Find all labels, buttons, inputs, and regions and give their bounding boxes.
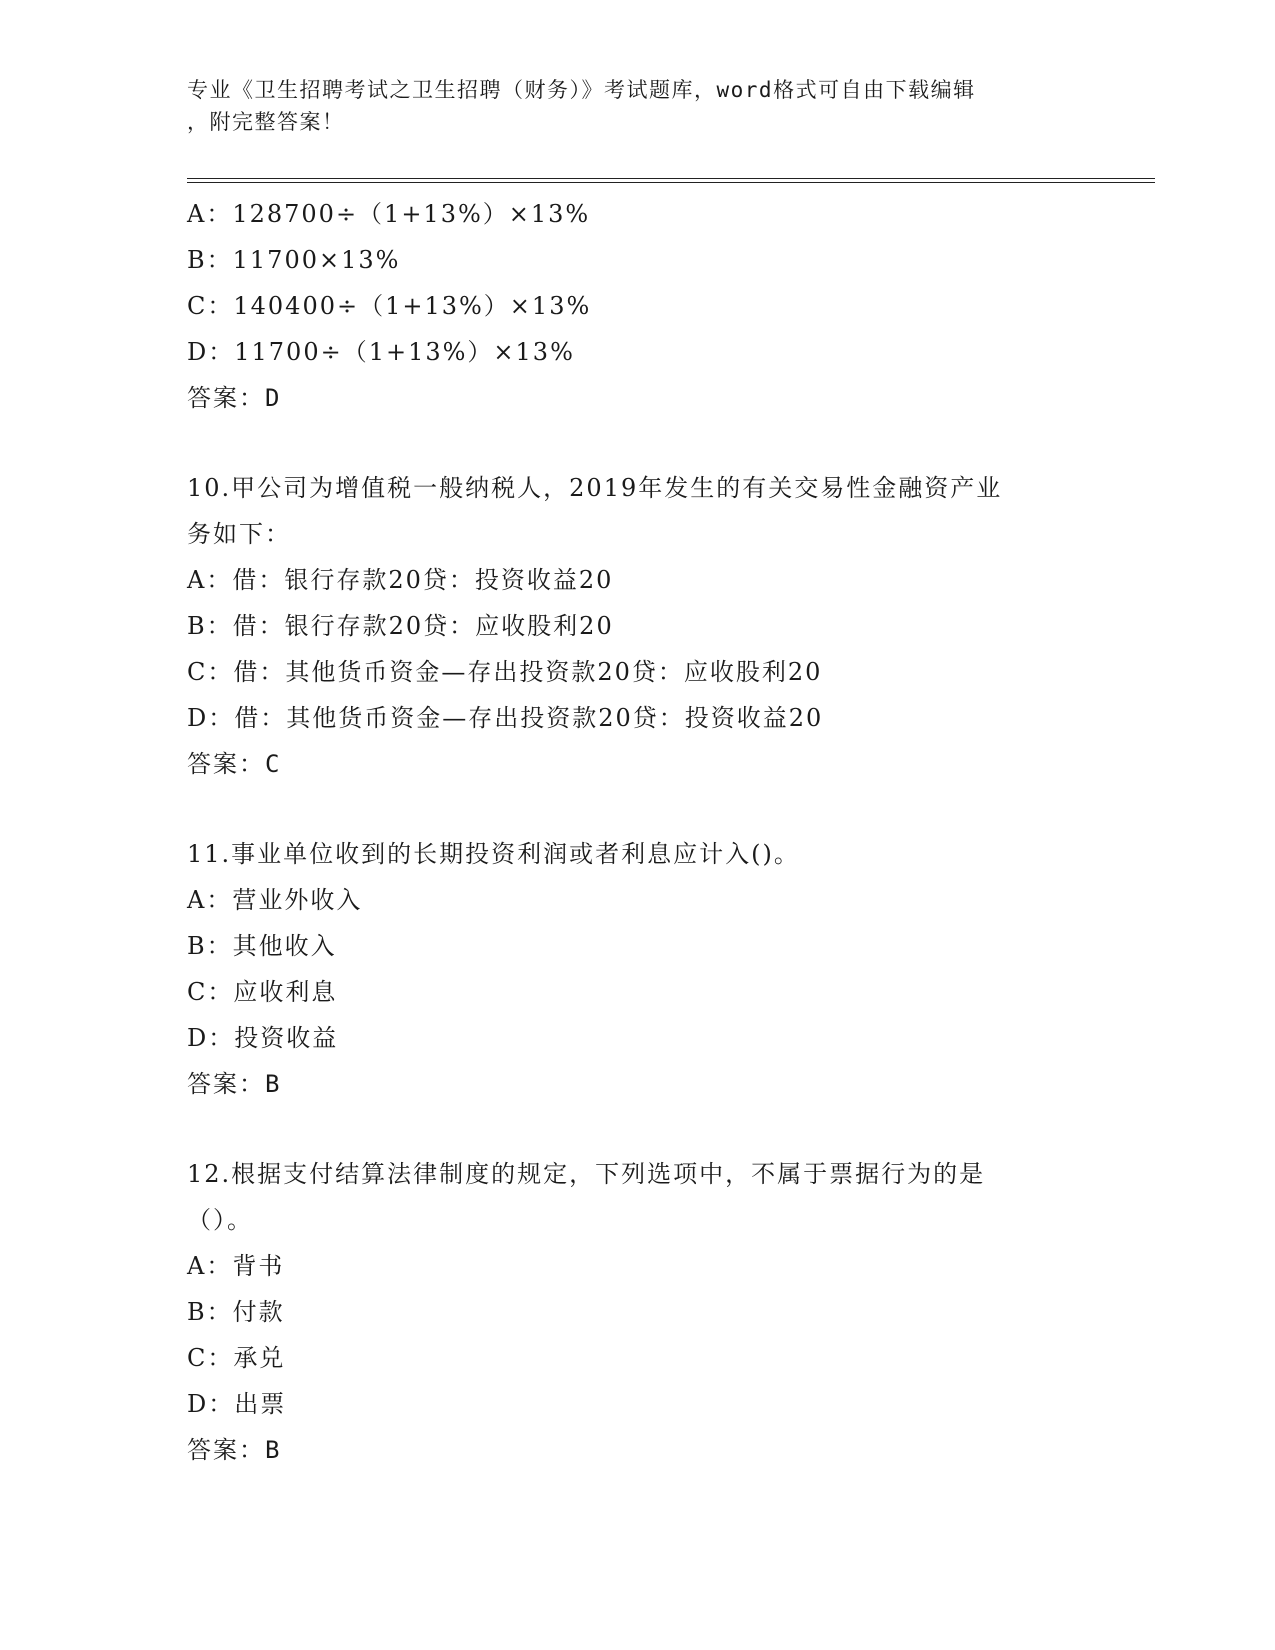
- spacer: [187, 1107, 1127, 1151]
- option-a: A：背书: [187, 1252, 285, 1280]
- answer: 答案：C: [187, 750, 282, 778]
- question-stem-line-1: 11.事业单位收到的长期投资利润或者利息应计入()。: [187, 840, 800, 868]
- question-stem-line-2: （）。: [187, 1206, 253, 1234]
- option-c: C：140400÷（1+13%）×13%: [187, 292, 592, 320]
- answer: 答案：B: [187, 1436, 282, 1464]
- option-b: B：11700×13%: [187, 246, 401, 274]
- document-header: [187, 74, 1067, 138]
- question-list: [187, 191, 1127, 1473]
- option-a: A：借：银行存款20贷：投资收益20: [187, 566, 614, 594]
- question-10: [187, 465, 1127, 787]
- option-a: A：128700÷（1+13%）×13%: [187, 200, 591, 228]
- answer: 答案：D: [187, 384, 282, 412]
- header-divider-bottom: [187, 182, 1155, 183]
- spacer: [187, 787, 1127, 831]
- option-b: B：付款: [187, 1298, 285, 1326]
- option-d: D：投资收益: [187, 1024, 339, 1052]
- question-9: [187, 191, 1127, 421]
- option-c: C：应收利息: [187, 978, 338, 1006]
- option-b: B：其他收入: [187, 932, 337, 960]
- spacer: [187, 421, 1127, 465]
- option-c: C：承兑: [187, 1344, 286, 1372]
- question-stem-line-1: 10.甲公司为增值税一般纳税人，2019年发生的有关交易性金融资产业: [187, 474, 1003, 502]
- question-stem-line-1: 12.根据支付结算法律制度的规定，下列选项中，不属于票据行为的是: [187, 1160, 986, 1188]
- option-c: C：借：其他货币资金—存出投资款20贷：应收股利20: [187, 658, 823, 686]
- option-d: D：借：其他货币资金—存出投资款20贷：投资收益20: [187, 704, 824, 732]
- question-12: [187, 1151, 1127, 1473]
- header-line-2: ，附完整答案！: [187, 110, 345, 134]
- option-a: A：营业外收入: [187, 886, 363, 914]
- question-stem-line-2: 务如下：: [187, 520, 291, 548]
- option-d: D：11700÷（1+13%）×13%: [187, 338, 575, 366]
- question-11: [187, 831, 1127, 1107]
- answer: 答案：B: [187, 1070, 282, 1098]
- option-b: B：借：银行存款20贷：应收股利20: [187, 612, 614, 640]
- header-line-1: 专业《卫生招聘考试之卫生招聘（财务）》考试题库，word格式可自由下载编辑: [187, 78, 976, 102]
- header-divider-top: [187, 178, 1155, 179]
- option-d: D：出票: [187, 1390, 287, 1418]
